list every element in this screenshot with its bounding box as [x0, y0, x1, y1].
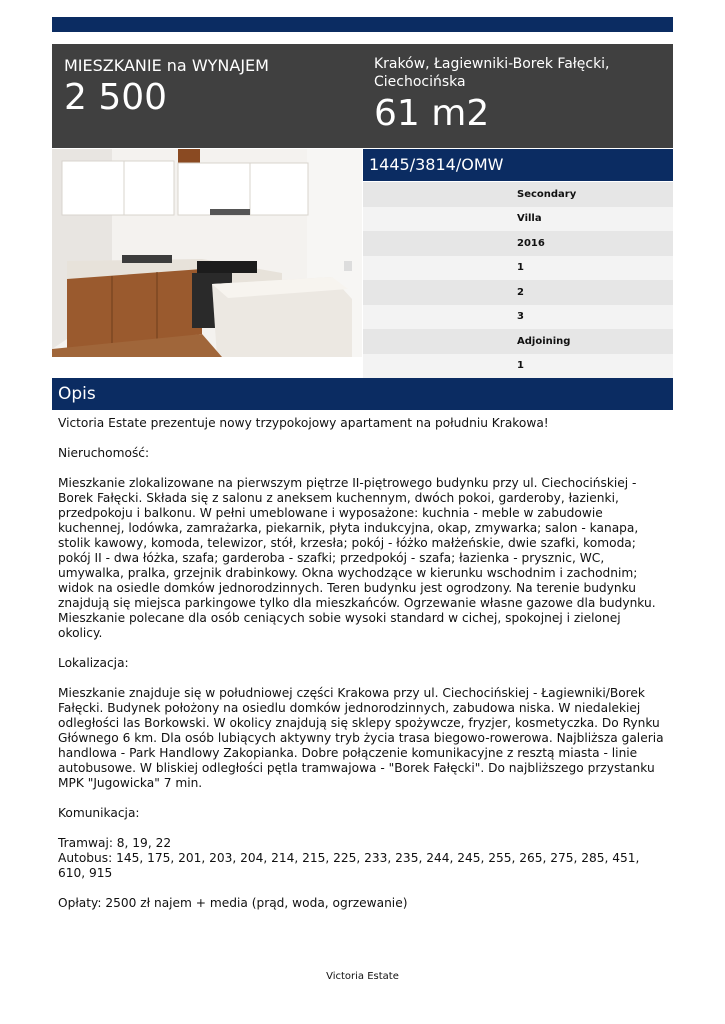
param-row [363, 207, 673, 232]
description-paragraph: Tramwaj: 8, 19, 22 Autobus: 145, 175, 201, 203, 204, 214, 215, 225, 233, 235, 244, 245, 255, 265, 275, 285, 451, 610, 915 [58, 836, 640, 880]
param-value: Villa [517, 213, 542, 225]
kitchen-photo-illustration [52, 149, 362, 357]
listing-header [52, 44, 673, 148]
param-row [363, 305, 673, 330]
description-heading: Opis [52, 378, 673, 410]
param-value: Secondary [517, 188, 577, 200]
property-photo [52, 149, 362, 357]
parameters-table [363, 182, 673, 378]
param-value: Adjoining [517, 335, 571, 347]
param-row [363, 329, 673, 354]
price: 2 500 [64, 77, 168, 118]
param-value: 2 [517, 286, 524, 298]
footer-agency: Victoria Estate [326, 971, 399, 982]
param-value: 2016 [517, 237, 545, 249]
description-paragraph: Opłaty: 2500 zł najem + media (prąd, woda, ogrzewanie) [58, 896, 408, 910]
param-value: 1 [517, 360, 524, 372]
description-paragraph: Victoria Estate prezentuje nowy trzypokojowy apartament na południu Krakowa! [58, 416, 549, 430]
param-row [363, 182, 673, 207]
description-paragraph: Nieruchomość: [58, 446, 150, 460]
reference-number: 1445/3814/OMW [363, 149, 673, 181]
param-row [363, 280, 673, 305]
offer-type: MIESZKANIE na WYNAJEM [64, 56, 269, 75]
location: Kraków, Łagiewniki-Borek Fałęcki, Ciechocińska [374, 56, 610, 90]
param-row [363, 256, 673, 281]
description-paragraph: Mieszkanie znajduje się w południowej części Krakowa przy ul. Ciechocińskiej - Łagiewniki/Borek Fałęcki. Budynek położony na osiedlu domków jednorodzinnych, zabudowa niska. W niedalekiej odległości las Borkowski. W okolicy znajdują się sklepy spożywcze, fryzjer, kosmetyczka. Do Rynku Głównego 6 km. Dla osób lubiących aktywny tryb życia trasa biegowo-rowerowa. Najbliższa galeria handlowa - Park Handlowy Zakopianka. Dobre połączenie komunikacyjne z resztą miasta - linie autobusowe. W bliskiej odległości pętla tramwajowa - "Borek Fałęcki". Do najbliższego przystanku MPK "Jugowicka" 7 min. [58, 686, 664, 790]
description-paragraph: Mieszkanie zlokalizowane na pierwszym piętrze II-piętrowego budynku przy ul. Ciechocińskiej - Borek Fałęcki. Składa się z salonu z aneksem kuchennym, dwóch pokoi, garderoby, łazienki, przedpokoju i balkonu. W pełni umeblowane i wyposażone: kuchnia - meble w zabudowie kuchennej, lodówka, zamrażarka, piekarnik, płyta indukcyjna, okap, zmywarka; salon - kanapa, stolik kawowy, komoda, telewizor, stół, krzesła; pokój - łóżko małżeńskie, dwie szafki, komoda; pokój II - dwa łóżka, szafa; garderoba - szafki; przedpokój - szafa; łazienka - prysznic, WC, umywalka, pralka, grzejnik drabinkowy. Okna wychodzące w kierunku wschodnim i zachodnim; widok na osiedle domków jednorodzinnych. Teren budynku jest ogrodzony. Na terenie budynku znajdują się miejsca parkingowe tylko dla mieszkańców. Ogrzewanie własne gazowe dla budynku. Mieszkanie polecane dla osób ceniących sobie wysoki standard w cichej, spokojnej i zielonej okolicy. [58, 476, 656, 640]
area: 61 m2 [374, 93, 490, 134]
param-row [363, 354, 673, 379]
param-value: 1 [517, 262, 524, 274]
description-body [58, 416, 668, 926]
top-accent-bar [52, 17, 673, 32]
description-paragraph: Lokalizacja: [58, 656, 129, 670]
param-row [363, 231, 673, 256]
description-paragraph: Komunikacja: [58, 806, 140, 820]
param-value: 3 [517, 311, 524, 323]
